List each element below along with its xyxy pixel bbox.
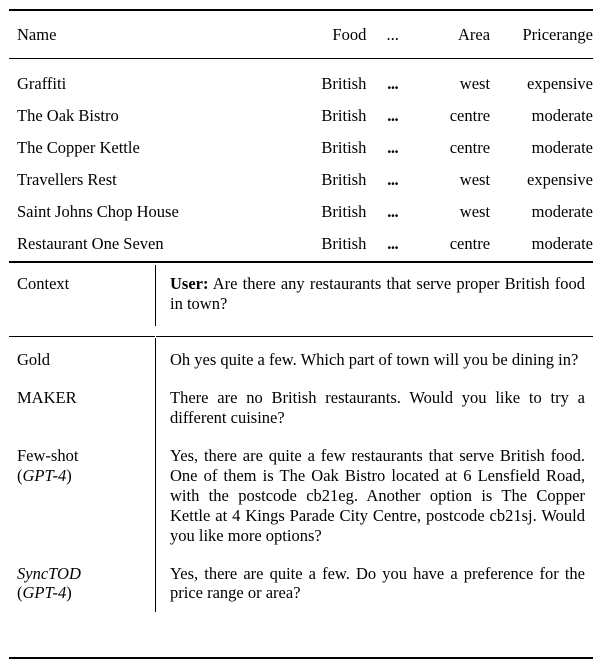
response-label-synctod-model: (GPT-4) — [17, 583, 72, 603]
model-name-gpt4: GPT-4 — [22, 583, 67, 603]
response-text-fewshot: Yes, there are quite a few restaurants that serve British food. One of them is The Oak Bistro located at 6 Lensfield Road, with the postcode cb21eg. Another option is The Copper Kettle at 4 Kings Parade City Centre, postcode cb21sj. Would you like more options? — [170, 445, 585, 545]
rule-gap-row — [9, 326, 593, 338]
cell-food: British — [321, 201, 367, 221]
response-label-synctod-main: SyncTOD — [17, 563, 81, 583]
model-name-gpt4: GPT-4 — [22, 465, 67, 485]
cell-pricerange: moderate — [531, 105, 593, 125]
rule-gap-right — [156, 326, 593, 338]
response-row-fewshot — [9, 437, 593, 555]
response-text-gold: Oh yes quite a few. Which part of town will you be dining in? — [170, 349, 579, 369]
table-bottom-rule — [9, 657, 593, 659]
cell-area: centre — [449, 137, 491, 157]
column-header-food: Food — [332, 24, 367, 44]
cell-pricerange: moderate — [531, 201, 593, 221]
dialogue-response-table — [9, 265, 593, 612]
cell-pricerange: moderate — [531, 233, 593, 253]
table-row — [9, 196, 593, 228]
cell-ellipsis: ... — [387, 105, 399, 125]
cell-pricerange: moderate — [531, 137, 593, 157]
cell-ellipsis: ... — [387, 169, 399, 189]
column-header-area: Area — [457, 24, 491, 44]
response-label-gold: Gold — [17, 349, 50, 369]
table-midrule-data — [9, 261, 593, 263]
table-row — [9, 228, 593, 260]
cell-food: British — [321, 105, 367, 125]
cell-name: Saint Johns Chop House — [17, 201, 179, 221]
table-row — [9, 100, 593, 132]
cell-food: British — [321, 73, 367, 93]
response-label-fewshot — [9, 437, 155, 555]
response-label-fewshot-model: (GPT-4) — [17, 465, 72, 485]
column-header-pricerange: Pricerange — [522, 24, 593, 44]
column-header-ellipsis: ... — [386, 24, 399, 44]
cell-ellipsis: ... — [387, 73, 399, 93]
cell-pricerange: expensive — [527, 73, 593, 93]
cell-ellipsis: ... — [387, 137, 399, 157]
cell-area: centre — [449, 233, 491, 253]
response-label-fewshot-main: Few-shot — [17, 445, 79, 465]
response-label-maker: MAKER — [17, 387, 77, 407]
speaker-label: User: — [170, 274, 209, 293]
response-text-synctod: Yes, there are quite a few. Do you have a preference for the price range or area? — [170, 563, 585, 603]
column-header-name: Name — [17, 24, 57, 44]
response-row-maker — [9, 379, 593, 437]
table-row — [9, 164, 593, 196]
cell-name: Travellers Rest — [17, 169, 117, 189]
cell-area: west — [459, 201, 491, 221]
response-row-synctod — [9, 555, 593, 613]
cell-area: west — [459, 169, 491, 189]
cell-name: Restaurant One Seven — [17, 233, 164, 253]
db-table-header — [9, 13, 593, 57]
context-utterance — [156, 265, 593, 326]
table-row — [9, 57, 593, 100]
table-row — [9, 132, 593, 164]
cell-name: The Oak Bistro — [17, 105, 119, 125]
db-header-row — [9, 13, 593, 57]
cell-food: British — [321, 233, 367, 253]
db-table-body — [9, 57, 593, 260]
cell-area: centre — [449, 105, 491, 125]
cell-pricerange: expensive — [527, 169, 593, 189]
cell-food: British — [321, 169, 367, 189]
response-row-gold — [9, 338, 593, 379]
context-label: Context — [17, 274, 70, 293]
context-row — [9, 265, 593, 326]
cell-name: Graffiti — [17, 73, 67, 93]
restaurant-database-table — [9, 13, 593, 260]
cell-name: The Copper Kettle — [17, 137, 140, 157]
cell-food: British — [321, 137, 367, 157]
dialogue-body — [9, 265, 593, 612]
cell-ellipsis: ... — [387, 233, 399, 253]
cell-area: west — [459, 73, 491, 93]
response-label-synctod — [9, 555, 155, 613]
rule-gap-left — [9, 326, 155, 338]
context-utterance-text: Are there any restaurants that serve proper British food in town? — [170, 274, 585, 313]
cell-ellipsis: ... — [387, 201, 399, 221]
table-top-rule — [9, 9, 593, 11]
response-text-maker: There are no British restaurants. Would you like to try a different cuisine? — [170, 387, 585, 427]
